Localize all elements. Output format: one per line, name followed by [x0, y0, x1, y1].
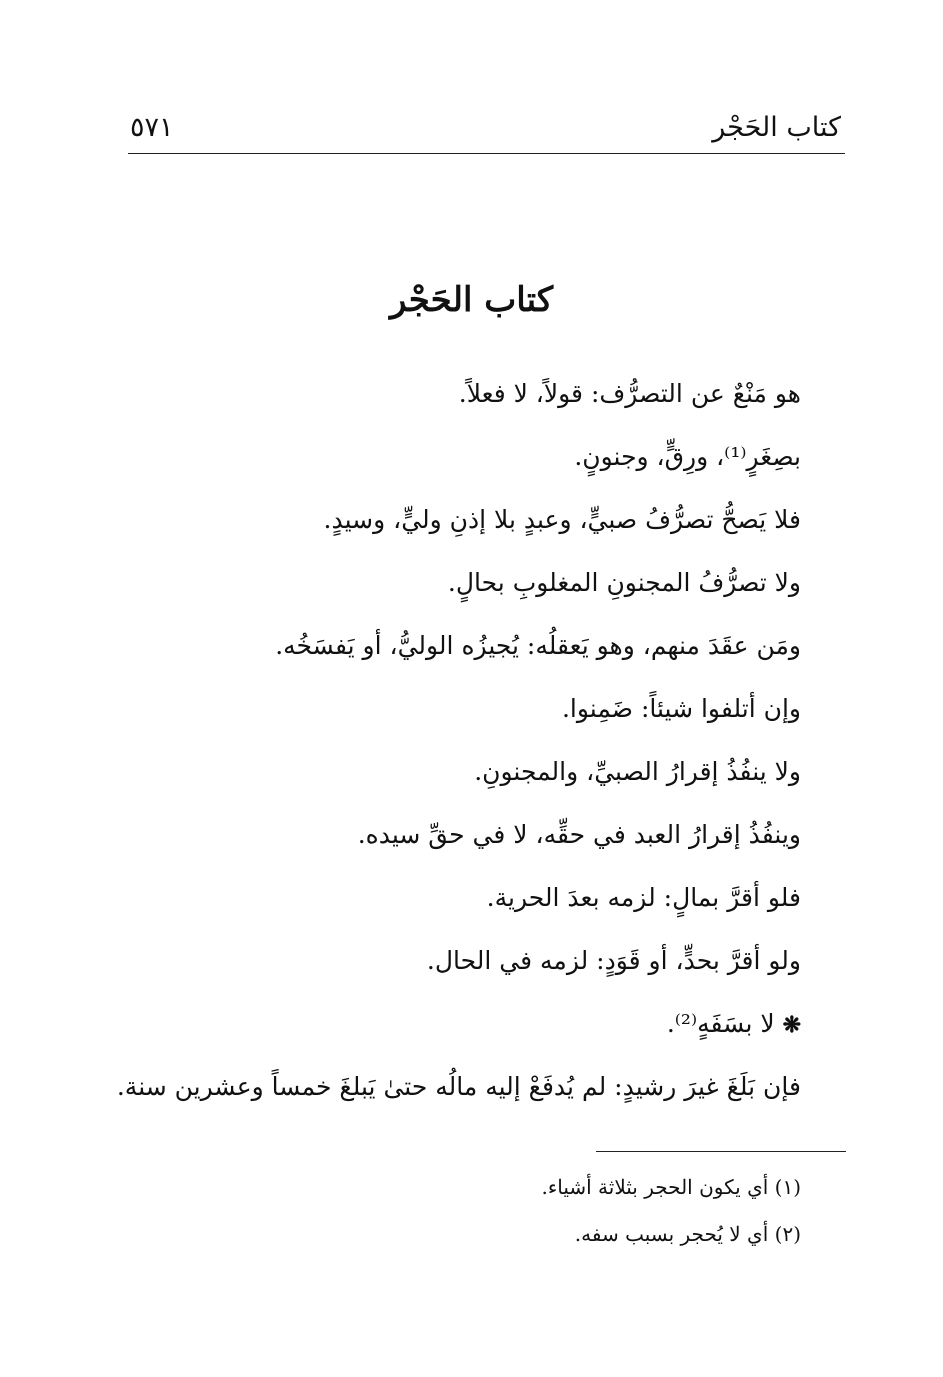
footnotes [201, 1165, 801, 1259]
text-line: وإن أتلفوا شيئاً: ضَمِنوا. [561, 694, 801, 723]
text-line: فلا يَصحُّ تصرُّفُ صبيٍّ، وعبدٍ بلا إذنِ وليٍّ، وسيدٍ. [323, 505, 801, 534]
footnote: (٢) أي لا يُحجر بسبب سفه. [574, 1222, 801, 1246]
text-line: بصِغَرٍ⁽¹⁾، ورِقٍّ، وجنونٍ. [574, 442, 801, 471]
footnote: (١) أي يكون الحجر بثلاثة أشياء. [541, 1175, 801, 1199]
star-marker-icon: ❋ [782, 1012, 801, 1038]
text-line: فلو أقرَّ بمالٍ: لزمه بعدَ الحرية. [486, 883, 801, 912]
chapter-title: كتاب الحَجْر [389, 280, 554, 320]
header-divider [128, 153, 845, 154]
footnote-divider [596, 1151, 846, 1152]
text-line: فإن بَلَغَ غيرَ رشيدٍ: لم يُدفَعْ إليه مالُه حتىٰ يَبلغَ خمساً وعشرين سنة. [116, 1072, 801, 1101]
body-text [101, 362, 801, 1118]
text-line: ومَن عقَدَ منهم، وهو يَعقلُه: يُجيزُه الوليُّ، أو يَفسَخُه. [275, 631, 801, 660]
text-line: ولو أقرَّ بحدٍّ، أو قَوَدٍ: لزمه في الحال. [426, 946, 801, 975]
page-number: ٥٧١ [130, 112, 174, 143]
text-line: ولا ينفُذُ إقرارُ الصبيِّ، والمجنونِ. [474, 757, 801, 786]
text-line: هو مَنْعٌ عن التصرُّف: قولاً، لا فعلاً. [458, 379, 801, 408]
text-line: ولا تصرُّفُ المجنونِ المغلوبِ بحالٍ. [447, 568, 801, 597]
text-line: وينفُذُ إقرارُ العبد في حقِّه، لا في حقِّ سيده. [357, 820, 801, 849]
running-title: كتاب الحَجْر [712, 112, 841, 143]
text-line-starred [101, 992, 801, 1055]
text-line: لا بسَفَهٍ⁽²⁾. [666, 1009, 775, 1038]
